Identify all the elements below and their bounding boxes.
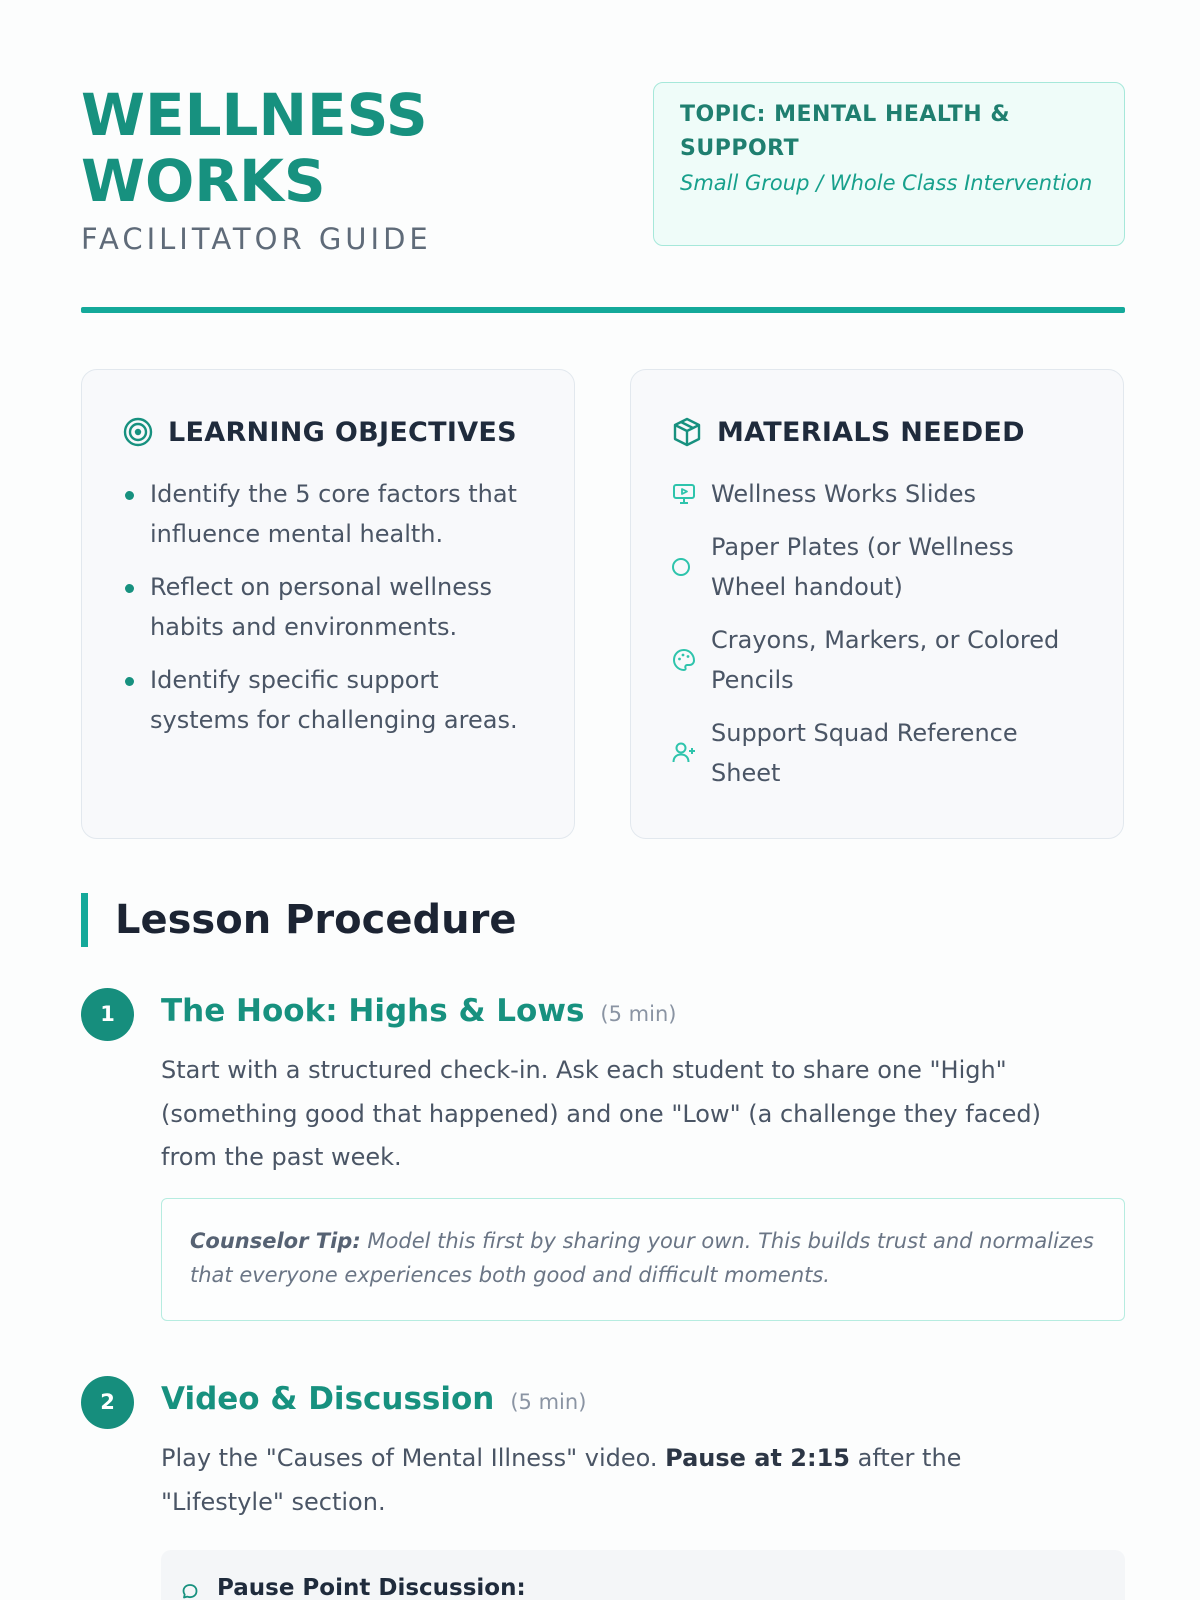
pause-label: Pause Point Discussion: xyxy=(217,1575,526,1600)
step-text: Play the "Causes of Mental Illness" video. xyxy=(161,1444,666,1472)
section-title: Lesson Procedure xyxy=(81,893,516,947)
step-title: Video & Discussion xyxy=(161,1381,495,1417)
objectives-title: LEARNING OBJECTIVES xyxy=(168,416,517,448)
objectives-list xyxy=(122,474,534,740)
bullet-dot xyxy=(125,491,134,500)
objective-text: Reflect on personal wellness habits and environments. xyxy=(150,573,492,641)
step-duration: (5 min) xyxy=(600,1002,677,1026)
counselor-tip xyxy=(161,1198,1125,1321)
step-number-badge: 1 xyxy=(81,988,134,1041)
material-label: Crayons, Markers, or Colored Pencils xyxy=(711,626,1060,694)
circle-icon xyxy=(671,554,697,580)
bullet-dot xyxy=(125,584,134,593)
topic-box xyxy=(653,82,1125,246)
materials-card xyxy=(630,369,1124,839)
step-heading xyxy=(161,988,676,1037)
topic-title: TOPIC: MENTAL HEALTH & SUPPORT xyxy=(680,102,1011,161)
objective-item xyxy=(122,474,534,554)
step-heading xyxy=(161,1376,586,1425)
objective-item xyxy=(122,660,534,740)
step-emphasis: Pause at 2:15 xyxy=(665,1444,851,1472)
objective-text: Identify specific support systems for challenging areas. xyxy=(150,666,518,734)
material-item xyxy=(671,474,1083,514)
step-number-badge: 2 xyxy=(81,1376,134,1429)
step-text: after the "Lifestyle" section. xyxy=(161,1444,962,1516)
presentation-icon xyxy=(671,481,697,507)
step-duration: (5 min) xyxy=(510,1390,587,1414)
materials-title: MATERIALS NEEDED xyxy=(717,416,1025,448)
topic-subtitle: Small Group / Whole Class Intervention xyxy=(680,171,1093,195)
step-description xyxy=(161,1437,1091,1524)
tip-text: Model this first by sharing your own. This builds trust and normalizes that everyone experiences both good and difficult moments. xyxy=(190,1229,1094,1287)
objective-item xyxy=(122,567,534,647)
material-label: Support Squad Reference Sheet xyxy=(711,719,1018,787)
subtitle: FACILITATOR GUIDE xyxy=(81,222,432,256)
material-item xyxy=(671,620,1083,700)
material-label: Paper Plates (or Wellness Wheel handout) xyxy=(711,533,1014,601)
tip-label: Counselor Tip: xyxy=(190,1229,361,1253)
material-item xyxy=(671,527,1083,607)
page-header xyxy=(81,82,1125,312)
material-item xyxy=(671,713,1083,793)
user-plus-icon xyxy=(671,740,697,766)
material-label: Wellness Works Slides xyxy=(711,480,977,508)
step-description: Start with a structured check-in. Ask each student to share one "High" (something good that happened) and one "Low" (a challenge they faced) from the past week. xyxy=(161,1056,1041,1171)
bullet-dot xyxy=(125,677,134,686)
palette-icon xyxy=(671,647,697,673)
title-line-1: WELLNESS xyxy=(81,81,428,149)
chat-bubble-icon xyxy=(181,1582,199,1600)
header-divider xyxy=(81,307,1125,313)
box-icon xyxy=(671,416,703,448)
title-line-2: WORKS xyxy=(81,147,326,215)
materials-header xyxy=(671,412,1083,452)
target-icon xyxy=(122,416,154,448)
pause-point-box xyxy=(161,1550,1125,1600)
objective-text: Identify the 5 core factors that influence mental health. xyxy=(150,480,517,548)
objectives-card xyxy=(81,369,575,839)
objectives-header xyxy=(122,412,534,452)
step-title: The Hook: Highs & Lows xyxy=(161,993,585,1029)
